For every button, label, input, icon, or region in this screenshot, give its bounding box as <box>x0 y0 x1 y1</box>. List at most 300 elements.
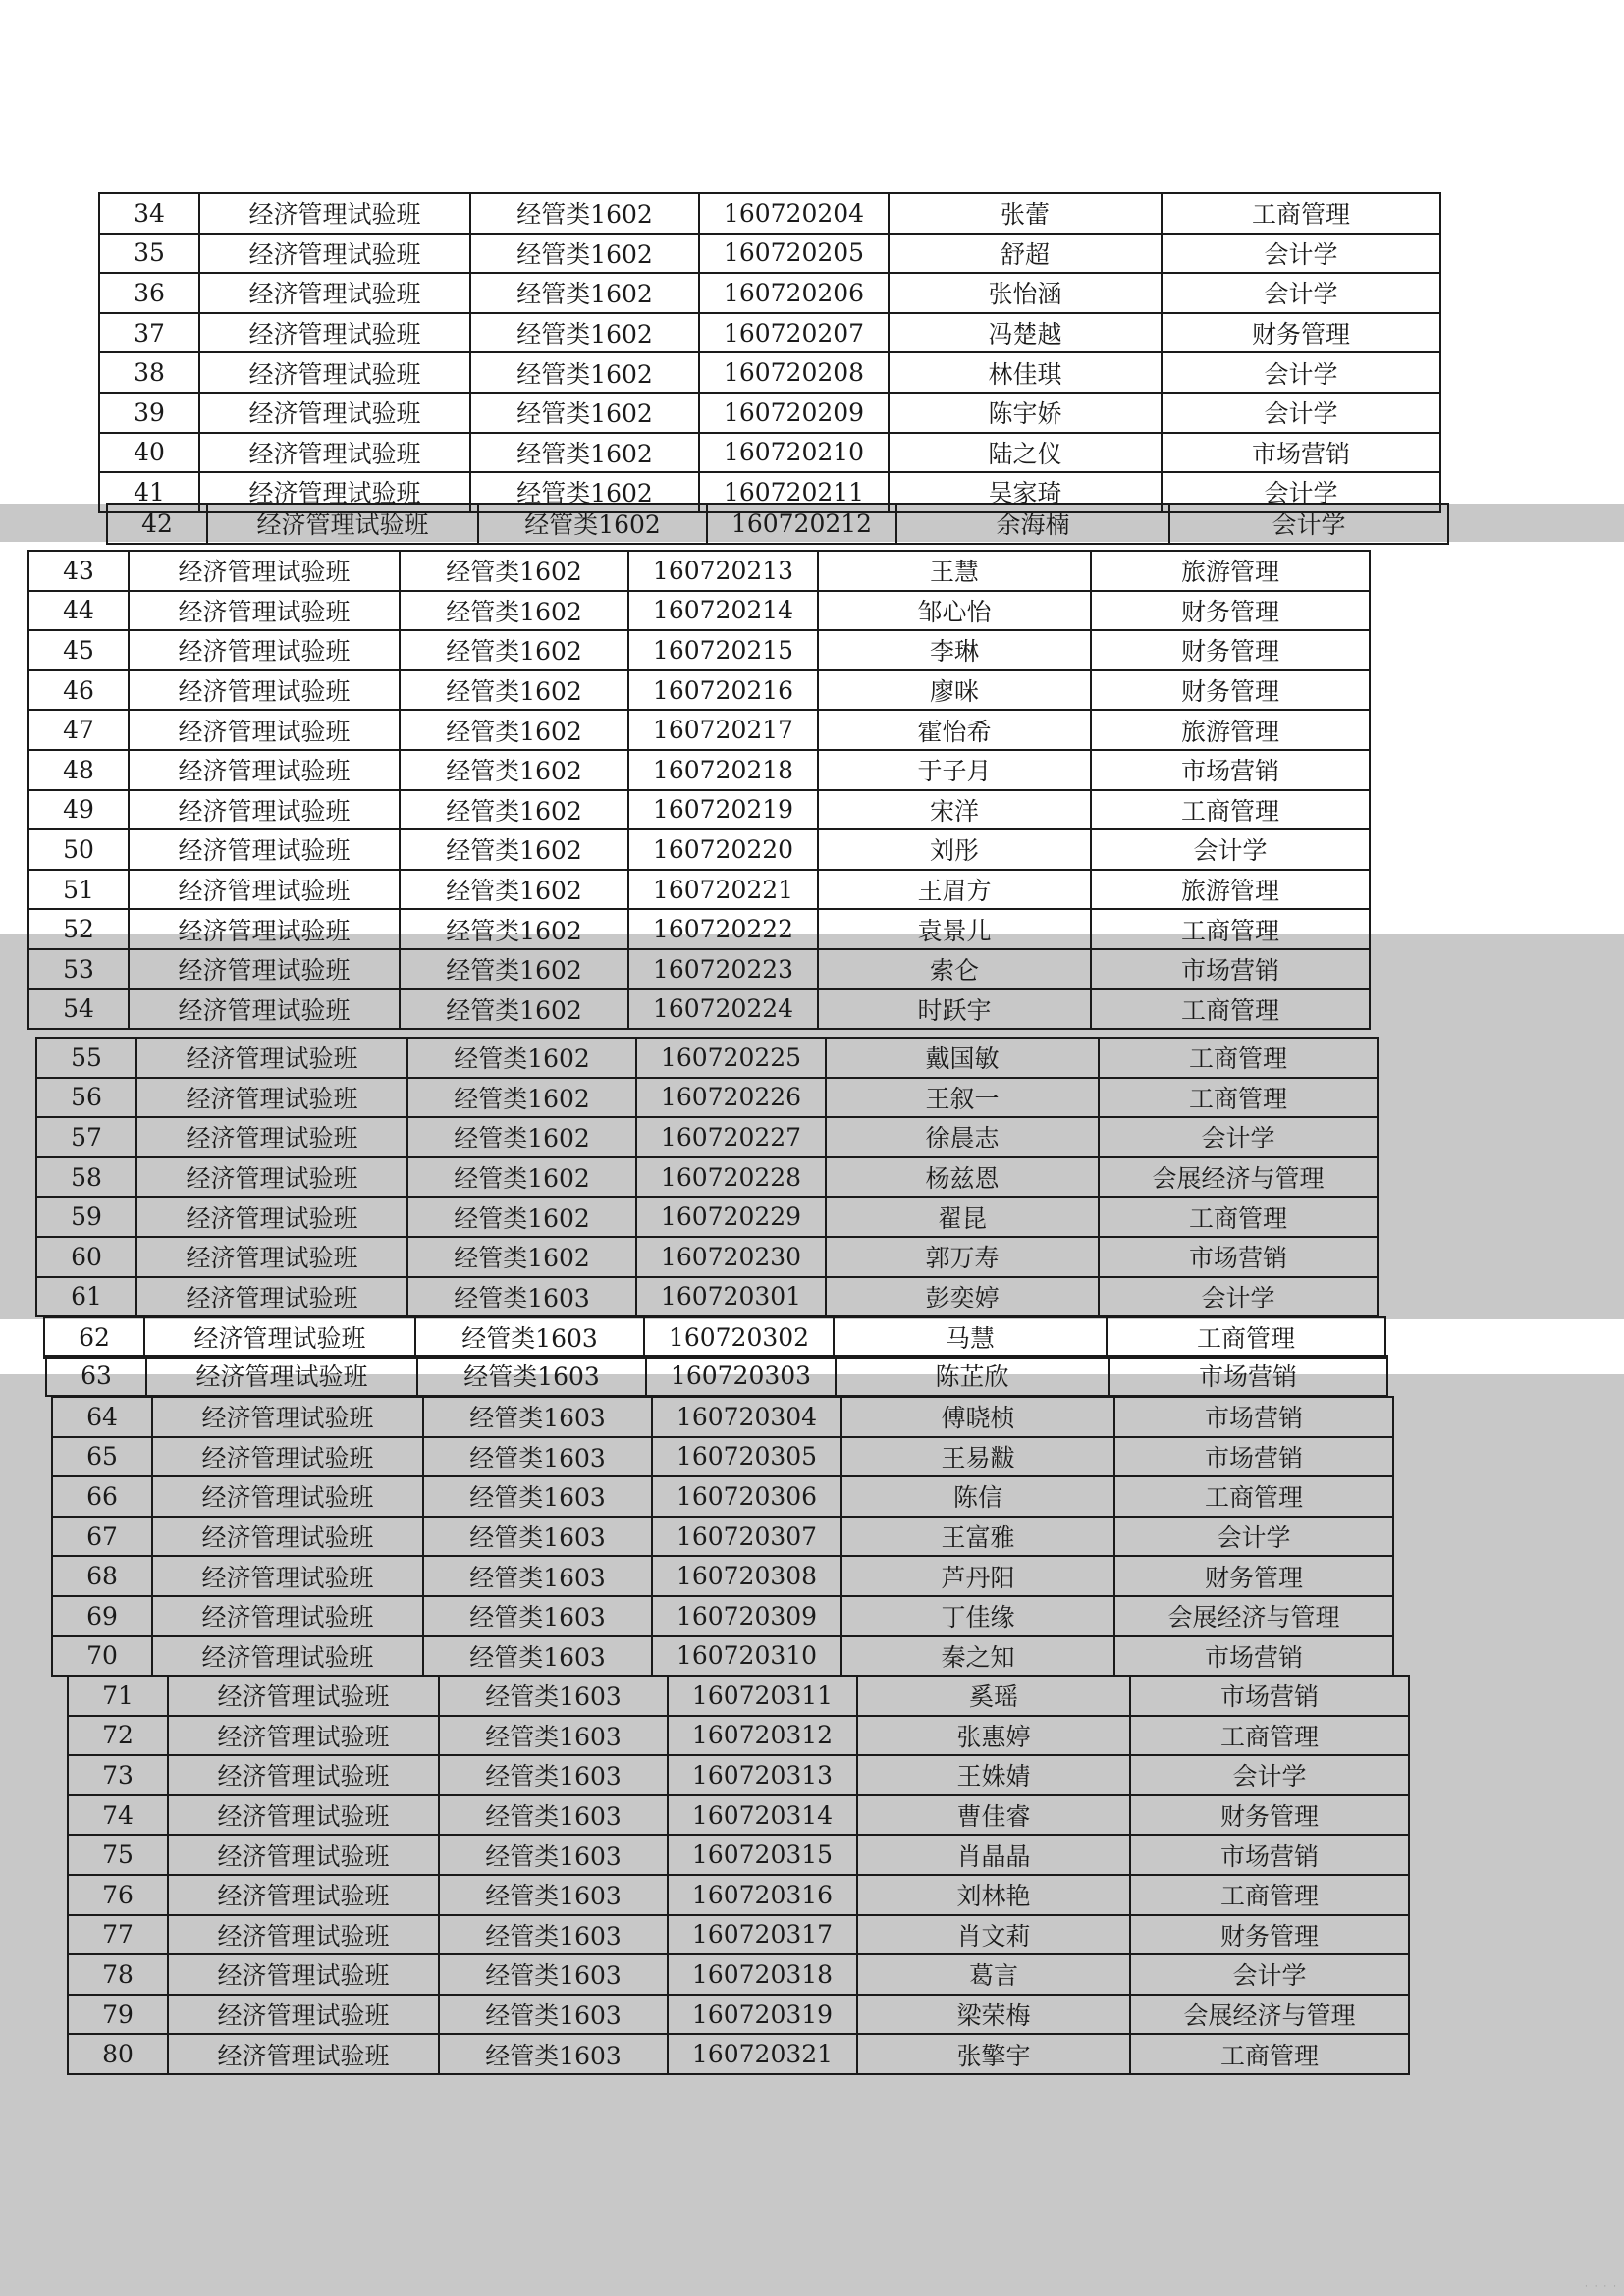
major-cell: 工商管理 <box>1162 193 1440 234</box>
class-cell: 经管类1602 <box>400 591 628 631</box>
student-id-cell: 160720303 <box>646 1356 836 1396</box>
table-segment <box>51 1396 1394 1677</box>
name-cell: 张怡涵 <box>889 273 1162 313</box>
student-id-cell: 160720304 <box>652 1397 841 1437</box>
table-row <box>52 1517 1393 1557</box>
class-cell: 经管类1603 <box>423 1437 652 1477</box>
class-cell: 经管类1603 <box>439 1875 668 1915</box>
program-cell: 经济管理试验班 <box>129 870 400 910</box>
name-cell: 时跃宇 <box>818 989 1091 1030</box>
major-cell: 会计学 <box>1162 472 1440 512</box>
class-cell: 经管类1603 <box>423 1397 652 1437</box>
program-cell: 经济管理试验班 <box>168 1995 439 2035</box>
class-cell: 经管类1603 <box>423 1556 652 1596</box>
table-row <box>36 1117 1378 1157</box>
seq-cell: 77 <box>68 1915 168 1955</box>
table-row <box>68 1835 1409 1875</box>
student-id-cell: 160720318 <box>668 1954 857 1995</box>
program-cell: 经济管理试验班 <box>199 472 470 512</box>
major-cell: 市场营销 <box>1091 949 1370 989</box>
name-cell: 吴家琦 <box>889 472 1162 512</box>
major-cell: 会展经济与管理 <box>1114 1596 1393 1636</box>
seq-cell: 74 <box>68 1795 168 1836</box>
seq-cell: 39 <box>99 393 199 433</box>
student-id-cell: 160720311 <box>668 1676 857 1716</box>
student-id-cell: 160720313 <box>668 1755 857 1795</box>
program-cell: 经济管理试验班 <box>199 313 470 353</box>
seq-cell: 40 <box>99 433 199 473</box>
major-cell: 工商管理 <box>1099 1038 1378 1078</box>
class-cell: 经管类1602 <box>400 790 628 830</box>
major-cell: 财务管理 <box>1114 1556 1393 1596</box>
seq-cell: 49 <box>28 790 129 830</box>
major-cell: 工商管理 <box>1130 1875 1409 1915</box>
student-id-cell: 160720226 <box>636 1078 826 1118</box>
seq-cell: 35 <box>99 234 199 274</box>
table-row <box>28 989 1370 1030</box>
class-cell: 经管类1602 <box>407 1197 636 1237</box>
program-cell: 经济管理试验班 <box>168 1795 439 1836</box>
class-cell: 经管类1603 <box>439 1915 668 1955</box>
seq-cell: 56 <box>36 1078 136 1118</box>
seq-cell: 48 <box>28 750 129 790</box>
program-cell: 经济管理试验班 <box>129 829 400 870</box>
program-cell: 经济管理试验班 <box>168 1835 439 1875</box>
class-cell: 经管类1602 <box>407 1117 636 1157</box>
program-cell: 经济管理试验班 <box>168 2034 439 2074</box>
class-cell: 经管类1602 <box>407 1157 636 1198</box>
seq-cell: 41 <box>99 472 199 512</box>
table-row <box>28 630 1370 670</box>
table-row <box>68 1795 1409 1836</box>
program-cell: 经济管理试验班 <box>129 750 400 790</box>
major-cell: 市场营销 <box>1114 1437 1393 1477</box>
name-cell: 戴国敏 <box>826 1038 1099 1078</box>
table-row <box>28 551 1370 591</box>
seq-cell: 63 <box>46 1356 146 1396</box>
student-id-cell: 160720217 <box>628 710 818 750</box>
class-cell: 经管类1603 <box>423 1596 652 1636</box>
program-cell: 经济管理试验班 <box>129 790 400 830</box>
student-id-cell: 160720315 <box>668 1835 857 1875</box>
class-cell: 经管类1602 <box>470 313 699 353</box>
table-row <box>99 313 1440 353</box>
student-id-cell: 160720207 <box>699 313 889 353</box>
table-row <box>28 591 1370 631</box>
major-cell: 财务管理 <box>1091 670 1370 711</box>
major-cell: 财务管理 <box>1162 313 1440 353</box>
table-row <box>68 1954 1409 1995</box>
seq-cell: 69 <box>52 1596 152 1636</box>
program-cell: 经济管理试验班 <box>168 1716 439 1756</box>
major-cell: 工商管理 <box>1114 1476 1393 1517</box>
name-cell: 舒超 <box>889 234 1162 274</box>
table-row <box>36 1237 1378 1277</box>
seq-cell: 53 <box>28 949 129 989</box>
student-id-cell: 160720219 <box>628 790 818 830</box>
program-cell: 经济管理试验班 <box>168 1915 439 1955</box>
table-row <box>52 1397 1393 1437</box>
table-row <box>28 790 1370 830</box>
seq-cell: 50 <box>28 829 129 870</box>
name-cell: 丁佳缘 <box>841 1596 1114 1636</box>
program-cell: 经济管理试验班 <box>152 1556 423 1596</box>
table-row <box>36 1157 1378 1198</box>
student-id-cell: 160720218 <box>628 750 818 790</box>
student-id-cell: 160720312 <box>668 1716 857 1756</box>
class-cell: 经管类1603 <box>439 1995 668 2035</box>
program-cell: 经济管理试验班 <box>199 234 470 274</box>
table-row <box>36 1277 1378 1317</box>
name-cell: 肖文莉 <box>857 1915 1130 1955</box>
table-row <box>28 949 1370 989</box>
table-row <box>99 433 1440 473</box>
student-id-cell: 160720225 <box>636 1038 826 1078</box>
name-cell: 梁荣梅 <box>857 1995 1130 2035</box>
table-row <box>99 193 1440 234</box>
name-cell: 张蕾 <box>889 193 1162 234</box>
table-row <box>68 1875 1409 1915</box>
program-cell: 经济管理试验班 <box>199 352 470 393</box>
major-cell: 工商管理 <box>1099 1197 1378 1237</box>
seq-cell: 45 <box>28 630 129 670</box>
table-row <box>28 909 1370 949</box>
seq-cell: 54 <box>28 989 129 1030</box>
student-id-cell: 160720230 <box>636 1237 826 1277</box>
class-cell: 经管类1602 <box>470 193 699 234</box>
seq-cell: 62 <box>44 1317 144 1358</box>
seq-cell: 60 <box>36 1237 136 1277</box>
student-id-cell: 160720306 <box>652 1476 841 1517</box>
table-segment <box>27 550 1371 1030</box>
name-cell: 张惠婷 <box>857 1716 1130 1756</box>
major-cell: 工商管理 <box>1130 2034 1409 2074</box>
name-cell: 徐晨志 <box>826 1117 1099 1157</box>
class-cell: 经管类1602 <box>470 472 699 512</box>
major-cell: 会计学 <box>1099 1277 1378 1317</box>
table-row <box>52 1556 1393 1596</box>
table-row <box>28 670 1370 711</box>
student-id-cell: 160720307 <box>652 1517 841 1557</box>
name-cell: 邹心怡 <box>818 591 1091 631</box>
major-cell: 财务管理 <box>1091 630 1370 670</box>
class-cell: 经管类1602 <box>400 870 628 910</box>
program-cell: 经济管理试验班 <box>199 433 470 473</box>
name-cell: 索仑 <box>818 949 1091 989</box>
class-cell: 经管类1603 <box>423 1636 652 1677</box>
seq-cell: 43 <box>28 551 129 591</box>
table-row <box>46 1356 1387 1396</box>
name-cell: 陆之仪 <box>889 433 1162 473</box>
student-id-cell: 160720210 <box>699 433 889 473</box>
major-cell: 会计学 <box>1130 1755 1409 1795</box>
major-cell: 会计学 <box>1099 1117 1378 1157</box>
student-id-cell: 160720302 <box>644 1317 834 1358</box>
name-cell: 林佳琪 <box>889 352 1162 393</box>
major-cell: 市场营销 <box>1091 750 1370 790</box>
major-cell: 会展经济与管理 <box>1130 1995 1409 2035</box>
major-cell: 市场营销 <box>1114 1397 1393 1437</box>
seq-cell: 71 <box>68 1676 168 1716</box>
class-cell: 经管类1602 <box>470 433 699 473</box>
major-cell: 财务管理 <box>1130 1915 1409 1955</box>
class-cell: 经管类1603 <box>407 1277 636 1317</box>
class-cell: 经管类1602 <box>400 670 628 711</box>
seq-cell: 57 <box>36 1117 136 1157</box>
program-cell: 经济管理试验班 <box>146 1356 417 1396</box>
student-id-cell: 160720212 <box>707 504 896 544</box>
table-row <box>52 1476 1393 1517</box>
student-id-cell: 160720314 <box>668 1795 857 1836</box>
table-row <box>44 1317 1385 1358</box>
major-cell: 会计学 <box>1162 393 1440 433</box>
seq-cell: 46 <box>28 670 129 711</box>
table-row <box>99 352 1440 393</box>
name-cell: 彭奕婷 <box>826 1277 1099 1317</box>
program-cell: 经济管理试验班 <box>129 949 400 989</box>
student-id-cell: 160720216 <box>628 670 818 711</box>
major-cell: 财务管理 <box>1091 591 1370 631</box>
seq-cell: 66 <box>52 1476 152 1517</box>
table-row <box>68 1676 1409 1716</box>
class-cell: 经管类1602 <box>470 393 699 433</box>
major-cell: 市场营销 <box>1162 433 1440 473</box>
name-cell: 王姝婧 <box>857 1755 1130 1795</box>
program-cell: 经济管理试验班 <box>136 1237 407 1277</box>
seq-cell: 47 <box>28 710 129 750</box>
major-cell: 会展经济与管理 <box>1099 1157 1378 1198</box>
major-cell: 会计学 <box>1114 1517 1393 1557</box>
class-cell: 经管类1603 <box>417 1356 646 1396</box>
program-cell: 经济管理试验班 <box>168 1755 439 1795</box>
table-segment <box>35 1037 1379 1317</box>
seq-cell: 70 <box>52 1636 152 1677</box>
major-cell: 工商管理 <box>1091 790 1370 830</box>
class-cell: 经管类1602 <box>400 909 628 949</box>
major-cell: 市场营销 <box>1130 1835 1409 1875</box>
table-segment <box>98 192 1441 513</box>
student-id-cell: 160720221 <box>628 870 818 910</box>
seq-cell: 68 <box>52 1556 152 1596</box>
seq-cell: 34 <box>99 193 199 234</box>
seq-cell: 72 <box>68 1716 168 1756</box>
seq-cell: 44 <box>28 591 129 631</box>
class-cell: 经管类1602 <box>478 504 707 544</box>
major-cell: 会计学 <box>1130 1954 1409 1995</box>
table-segment <box>67 1675 1410 2075</box>
program-cell: 经济管理试验班 <box>152 1397 423 1437</box>
seq-cell: 36 <box>99 273 199 313</box>
class-cell: 经管类1603 <box>415 1317 644 1358</box>
student-id-cell: 160720224 <box>628 989 818 1030</box>
student-id-cell: 160720211 <box>699 472 889 512</box>
program-cell: 经济管理试验班 <box>152 1437 423 1477</box>
student-id-cell: 160720227 <box>636 1117 826 1157</box>
program-cell: 经济管理试验班 <box>136 1277 407 1317</box>
table-row <box>28 710 1370 750</box>
program-cell: 经济管理试验班 <box>207 504 478 544</box>
table-row <box>68 2034 1409 2074</box>
seq-cell: 78 <box>68 1954 168 1995</box>
name-cell: 曹佳睿 <box>857 1795 1130 1836</box>
student-id-cell: 160720214 <box>628 591 818 631</box>
program-cell: 经济管理试验班 <box>129 670 400 711</box>
student-id-cell: 160720205 <box>699 234 889 274</box>
table-row <box>68 1755 1409 1795</box>
class-cell: 经管类1602 <box>400 949 628 989</box>
major-cell: 旅游管理 <box>1091 551 1370 591</box>
student-id-cell: 160720319 <box>668 1995 857 2035</box>
name-cell: 袁景儿 <box>818 909 1091 949</box>
program-cell: 经济管理试验班 <box>129 551 400 591</box>
class-cell: 经管类1603 <box>439 1716 668 1756</box>
program-cell: 经济管理试验班 <box>168 1676 439 1716</box>
major-cell: 工商管理 <box>1099 1078 1378 1118</box>
table-segment <box>106 503 1449 545</box>
name-cell: 翟昆 <box>826 1197 1099 1237</box>
student-id-cell: 160720316 <box>668 1875 857 1915</box>
class-cell: 经管类1603 <box>439 1755 668 1795</box>
student-id-cell: 160720209 <box>699 393 889 433</box>
class-cell: 经管类1602 <box>470 273 699 313</box>
seq-cell: 58 <box>36 1157 136 1198</box>
name-cell: 廖咪 <box>818 670 1091 711</box>
major-cell: 市场营销 <box>1109 1356 1387 1396</box>
student-id-cell: 160720215 <box>628 630 818 670</box>
name-cell: 王叙一 <box>826 1078 1099 1118</box>
student-id-cell: 160720309 <box>652 1596 841 1636</box>
name-cell: 霍怡希 <box>818 710 1091 750</box>
class-cell: 经管类1603 <box>423 1517 652 1557</box>
class-cell: 经管类1602 <box>400 829 628 870</box>
name-cell: 冯楚越 <box>889 313 1162 353</box>
class-cell: 经管类1602 <box>400 551 628 591</box>
major-cell: 市场营销 <box>1130 1676 1409 1716</box>
student-id-cell: 160720308 <box>652 1556 841 1596</box>
major-cell: 旅游管理 <box>1091 710 1370 750</box>
class-cell: 经管类1602 <box>400 750 628 790</box>
student-id-cell: 160720317 <box>668 1915 857 1955</box>
name-cell: 王易黻 <box>841 1437 1114 1477</box>
name-cell: 郭万寿 <box>826 1237 1099 1277</box>
seq-cell: 64 <box>52 1397 152 1437</box>
class-cell: 经管类1603 <box>423 1476 652 1517</box>
name-cell: 余海楠 <box>896 504 1169 544</box>
major-cell: 工商管理 <box>1130 1716 1409 1756</box>
seq-cell: 59 <box>36 1197 136 1237</box>
name-cell: 芦丹阳 <box>841 1556 1114 1596</box>
seq-cell: 73 <box>68 1755 168 1795</box>
seq-cell: 79 <box>68 1995 168 2035</box>
student-id-cell: 160720206 <box>699 273 889 313</box>
name-cell: 刘彤 <box>818 829 1091 870</box>
table-row <box>99 234 1440 274</box>
major-cell: 财务管理 <box>1130 1795 1409 1836</box>
class-cell: 经管类1602 <box>407 1237 636 1277</box>
seq-cell: 61 <box>36 1277 136 1317</box>
name-cell: 李琳 <box>818 630 1091 670</box>
table-row <box>68 1716 1409 1756</box>
table-row <box>52 1636 1393 1677</box>
program-cell: 经济管理试验班 <box>199 193 470 234</box>
student-id-cell: 160720321 <box>668 2034 857 2074</box>
major-cell: 市场营销 <box>1099 1237 1378 1277</box>
name-cell: 葛言 <box>857 1954 1130 1995</box>
seq-cell: 52 <box>28 909 129 949</box>
program-cell: 经济管理试验班 <box>129 989 400 1030</box>
major-cell: 旅游管理 <box>1091 870 1370 910</box>
student-id-cell: 160720204 <box>699 193 889 234</box>
major-cell: 工商管理 <box>1091 989 1370 1030</box>
table-row <box>99 393 1440 433</box>
class-cell: 经管类1603 <box>439 2034 668 2074</box>
program-cell: 经济管理试验班 <box>168 1875 439 1915</box>
program-cell: 经济管理试验班 <box>136 1038 407 1078</box>
program-cell: 经济管理试验班 <box>136 1078 407 1118</box>
program-cell: 经济管理试验班 <box>129 630 400 670</box>
seq-cell: 38 <box>99 352 199 393</box>
major-cell: 会计学 <box>1169 504 1448 544</box>
program-cell: 经济管理试验班 <box>152 1476 423 1517</box>
name-cell: 马慧 <box>834 1317 1107 1358</box>
program-cell: 经济管理试验班 <box>199 273 470 313</box>
class-cell: 经管类1603 <box>439 1676 668 1716</box>
name-cell: 傅晓桢 <box>841 1397 1114 1437</box>
table-row <box>36 1038 1378 1078</box>
class-cell: 经管类1602 <box>400 710 628 750</box>
name-cell: 张擎宇 <box>857 2034 1130 2074</box>
table-row <box>28 829 1370 870</box>
program-cell: 经济管理试验班 <box>152 1596 423 1636</box>
class-cell: 经管类1602 <box>400 989 628 1030</box>
seq-cell: 80 <box>68 2034 168 2074</box>
name-cell: 王慧 <box>818 551 1091 591</box>
program-cell: 经济管理试验班 <box>129 909 400 949</box>
class-cell: 经管类1603 <box>439 1835 668 1875</box>
program-cell: 经济管理试验班 <box>129 591 400 631</box>
student-id-cell: 160720220 <box>628 829 818 870</box>
class-cell: 经管类1602 <box>400 630 628 670</box>
seq-cell: 51 <box>28 870 129 910</box>
name-cell: 王眉方 <box>818 870 1091 910</box>
table-segment <box>43 1316 1386 1359</box>
student-id-cell: 160720222 <box>628 909 818 949</box>
seq-cell: 65 <box>52 1437 152 1477</box>
table-row <box>52 1437 1393 1477</box>
student-id-cell: 160720305 <box>652 1437 841 1477</box>
program-cell: 经济管理试验班 <box>144 1317 415 1358</box>
student-id-cell: 160720223 <box>628 949 818 989</box>
major-cell: 会计学 <box>1162 234 1440 274</box>
table-row <box>107 504 1448 544</box>
name-cell: 陈宇娇 <box>889 393 1162 433</box>
table-row <box>28 870 1370 910</box>
class-cell: 经管类1602 <box>470 352 699 393</box>
program-cell: 经济管理试验班 <box>136 1197 407 1237</box>
table-row <box>36 1197 1378 1237</box>
student-id-cell: 160720228 <box>636 1157 826 1198</box>
program-cell: 经济管理试验班 <box>129 710 400 750</box>
student-id-cell: 160720208 <box>699 352 889 393</box>
student-id-cell: 160720213 <box>628 551 818 591</box>
student-id-cell: 160720301 <box>636 1277 826 1317</box>
table-row <box>36 1078 1378 1118</box>
program-cell: 经济管理试验班 <box>136 1117 407 1157</box>
major-cell: 会计学 <box>1162 273 1440 313</box>
seq-cell: 67 <box>52 1517 152 1557</box>
program-cell: 经济管理试验班 <box>152 1636 423 1677</box>
major-cell: 会计学 <box>1091 829 1370 870</box>
